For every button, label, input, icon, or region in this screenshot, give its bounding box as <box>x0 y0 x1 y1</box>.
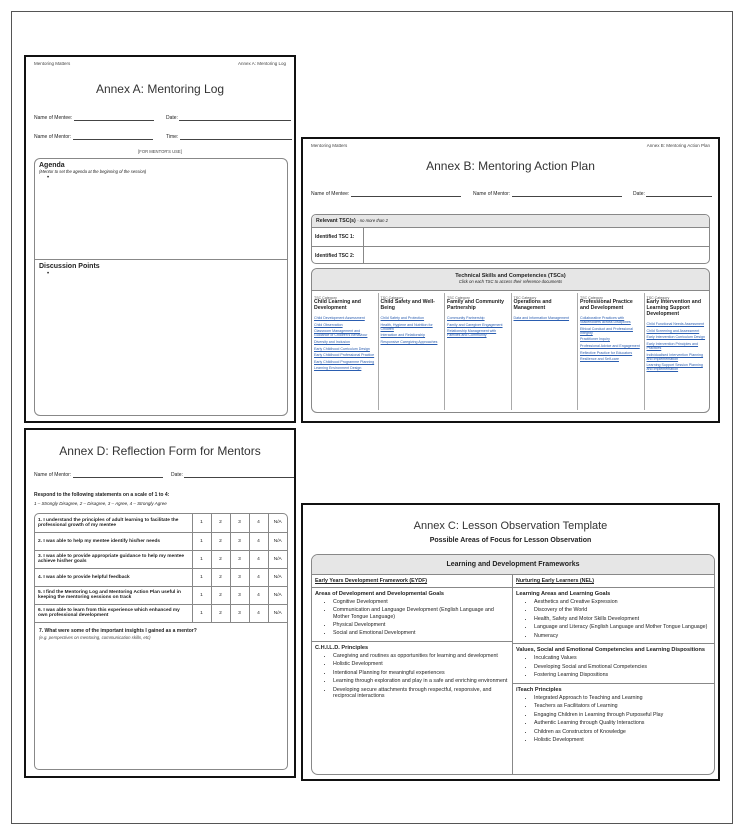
reflection-table <box>35 514 287 623</box>
tsc-link[interactable]: Early Intervention Curriculum Design <box>646 335 706 340</box>
rating-option[interactable]: 1 <box>192 604 211 622</box>
rating-option[interactable]: 1 <box>192 586 211 604</box>
tsc-link[interactable]: Data and Information Management <box>513 315 570 320</box>
list-item: • Intentional Planning for meaningful experiences <box>333 670 509 676</box>
header-left: Mentoring Matters <box>311 143 348 148</box>
tsc-link[interactable]: Individualised Intervention Planning and Implementation <box>646 352 704 361</box>
rating-option[interactable]: N/A <box>268 550 287 568</box>
rating-option[interactable]: 4 <box>249 550 268 568</box>
tsc-category-name: Early Intervention and Learning Support Development <box>646 299 701 317</box>
rating-option[interactable]: 3 <box>230 532 249 550</box>
date-field[interactable] <box>166 115 291 121</box>
tsc-category-name: Child Safety and Well-Being <box>380 299 435 311</box>
rating-option[interactable]: 3 <box>230 586 249 604</box>
mentee-field[interactable] <box>34 115 154 121</box>
statement-row <box>35 568 287 586</box>
mentor-label: Name of Mentor: <box>34 472 72 478</box>
list-item: • Discovery of the World <box>534 607 711 613</box>
discussion-title: Discussion Points <box>39 263 100 270</box>
divider <box>35 259 287 260</box>
statement-row <box>35 586 287 604</box>
tsc-link[interactable]: Reflective Practice for Educators <box>580 350 633 355</box>
statement-text: 4. I was able to provide helpful feedback <box>35 568 192 586</box>
rating-option[interactable]: 4 <box>249 586 268 604</box>
date-field[interactable] <box>171 472 294 478</box>
tsc-category-name: Operations and Management <box>513 299 552 311</box>
reflection-table-box <box>34 513 288 770</box>
tsc-category-name: Family and Community Partnership <box>447 299 505 311</box>
list-item: • Integrated Approach to Teaching and Learning <box>534 695 711 701</box>
tsc-category-label: TSC Category <box>314 296 337 300</box>
list-item: • Holistic Development <box>534 737 711 743</box>
list-item: • Engaging Children in Learning through Purposeful Play <box>534 712 711 718</box>
relevant-tsc-header <box>312 215 709 228</box>
list-item: • Fostering Learning Dispositions <box>534 672 711 678</box>
rating-option[interactable]: 4 <box>249 568 268 586</box>
tsc-category-column <box>379 293 446 410</box>
tsc-category-label: TSC Category <box>580 296 603 300</box>
statement-text: 6. I was able to learn from this experience which enhanced my own professional development <box>35 604 192 622</box>
tsc-category-column <box>578 293 645 410</box>
list-item: • Aesthetics and Creative Expression <box>534 599 711 605</box>
tsc-header <box>312 269 709 291</box>
eydf-column <box>312 588 513 775</box>
statement-text: 1. I understand the principles of adult learning to facilitate the professional growth of my mentee <box>35 514 192 532</box>
tsc-link[interactable]: Child Development Assessment <box>314 315 365 320</box>
tsc-link[interactable]: Practitioner Inquiry <box>580 337 610 342</box>
nel-column <box>513 588 714 775</box>
rating-option[interactable]: 1 <box>192 532 211 550</box>
eydf-label: Early Years Development Framework (EYDF) <box>312 575 513 587</box>
list-item: • Children as Constructors of Knowledge <box>534 729 711 735</box>
scale-legend: 1 – Strongly Disagree, 2 – Disagree, 3 – Agree, 4 – Strongly Agree <box>34 501 167 506</box>
tsc-category-label: TSC Category <box>380 296 404 300</box>
relevant-tsc-label: Relevant TSC(s) <box>316 218 356 224</box>
list-item: • Caregiving and routines as opportunities for learning and development <box>333 653 509 659</box>
annex-d-panel <box>24 428 296 778</box>
tsc-link[interactable]: Classroom Management and Guidance of Children's Behaviour <box>314 329 368 338</box>
rating-option[interactable]: N/A <box>268 586 287 604</box>
mentors-use-note: [FOR MENTOR'S USE] <box>138 149 182 154</box>
list-item: • Health, Safety and Motor Skills Development <box>534 616 711 622</box>
identified-tsc-2-row[interactable] <box>312 247 709 264</box>
tsc-category-column <box>312 293 379 410</box>
section-heading: iTeach Principles <box>516 686 562 693</box>
tsc-category-column <box>645 293 712 410</box>
annex-a-panel <box>24 55 296 423</box>
insights-note: (e.g. perspectives on mentoring, communication skills, etc) <box>39 634 151 640</box>
statement-row <box>35 604 287 622</box>
rating-option[interactable]: 4 <box>249 514 268 532</box>
section-list <box>516 655 711 678</box>
rating-option[interactable]: N/A <box>268 532 287 550</box>
list-item: • Inculcating Values <box>534 655 711 661</box>
rating-option[interactable]: N/A <box>268 568 287 586</box>
rating-option[interactable]: N/A <box>268 514 287 532</box>
framework-section <box>312 641 512 703</box>
tsc-link[interactable]: Diversity and Inclusion <box>314 339 350 344</box>
rating-option[interactable]: 4 <box>249 532 268 550</box>
tsc-link[interactable]: Professional Advice and Engagement <box>580 344 640 349</box>
date-label: Date: <box>166 115 178 121</box>
section-heading: Values, Social and Emotional Competencies and Learning Dispositions <box>516 647 705 654</box>
rating-option[interactable]: 4 <box>249 604 268 622</box>
mentee-field[interactable] <box>311 191 461 197</box>
section-heading: Areas of Development and Developmental Goals <box>315 591 445 597</box>
statement-row <box>35 514 287 532</box>
mentee-label: Name of Mentee: <box>311 191 350 197</box>
section-list <box>516 599 711 639</box>
tsc-link[interactable]: Early Childhood Programme Planning <box>314 359 375 364</box>
statement-text: 5. I find the Mentoring Log and Mentoring Action Plan useful in keeping the mentoring sessions on track <box>35 586 192 604</box>
time-field[interactable] <box>166 134 292 140</box>
list-item: • Developing secure attachments through respectful, responsive, and reciprocal interactions <box>333 687 509 699</box>
tsc-link[interactable]: Child Safety and Protection <box>380 315 425 320</box>
tsc-link[interactable]: Early Childhood Curriculum Design <box>314 346 370 351</box>
tsc-link[interactable]: Learning Support Session Planning and Implementation <box>646 363 703 372</box>
rating-option[interactable]: 3 <box>230 550 249 568</box>
section-heading: Learning Areas and Learning Goals <box>516 591 611 597</box>
mentor-label: Name of Mentor: <box>34 134 72 140</box>
rating-option[interactable]: 2 <box>211 550 230 568</box>
tsc-link[interactable]: Child Functional Needs Assessment <box>646 321 705 326</box>
list-item: • Physical Development <box>333 622 509 628</box>
header-left: Mentoring Matters <box>34 61 71 66</box>
tsc-category-column <box>445 293 512 410</box>
tsc-link[interactable]: Family and Caregiver Engagement <box>447 322 503 327</box>
agenda-box[interactable] <box>34 158 288 416</box>
insights-question: 7. What were some of the important insights I gained as a mentor? <box>39 627 197 634</box>
framework-section <box>513 588 714 643</box>
frameworks-columns-header <box>312 575 714 588</box>
header-right: Annex B: Mentoring Action Plan <box>646 143 710 148</box>
rating-option[interactable]: 3 <box>230 604 249 622</box>
tsc-link[interactable]: Ethical Conduct and Professional Integrity <box>580 326 633 335</box>
list-item: • Cognitive Development <box>333 599 509 605</box>
agenda-note: (Mentor to set the agenda at the beginning of the session) <box>39 169 147 174</box>
relevant-tsc-box <box>311 214 710 264</box>
annex-b-panel <box>301 137 720 423</box>
rating-option[interactable]: 2 <box>211 586 230 604</box>
section-list <box>516 695 711 743</box>
list-item: • Language and Literacy (English Language and Mother Tongue Language) <box>534 624 711 630</box>
header-right: Annex A: Mentoring Log <box>237 61 286 66</box>
statement-row <box>35 532 287 550</box>
page-title: Annex A: Mentoring Log <box>95 82 225 96</box>
frameworks-title: Learning and Development Frameworks <box>312 555 714 575</box>
framework-section <box>513 683 714 748</box>
annex-c-panel <box>301 503 720 781</box>
date-field[interactable] <box>633 191 712 197</box>
identified-tsc-1-label: Identified TSC 1: <box>312 228 364 246</box>
tsc-link[interactable]: Child Screening and Assessment <box>646 328 700 333</box>
page-title: Annex D: Reflection Form for Mentors <box>59 444 261 458</box>
tsc-link[interactable]: Relationship Management with Families and Community <box>447 329 497 338</box>
frameworks-box <box>311 554 715 775</box>
identified-tsc-2-label: Identified TSC 2: <box>312 247 364 264</box>
rating-option[interactable]: 3 <box>230 568 249 586</box>
tsc-link[interactable]: Collaborative Practices with Stakeholders across Disciplines <box>580 315 631 325</box>
tsc-link[interactable]: Responsive Caregiving Approaches <box>380 339 438 344</box>
identified-tsc-1-row[interactable] <box>312 228 709 247</box>
mentor-label: Name of Mentor: <box>473 191 511 197</box>
tsc-box <box>311 268 710 413</box>
rating-option[interactable]: N/A <box>268 604 287 622</box>
tsc-link[interactable]: Interaction and Relationship <box>380 333 426 338</box>
list-item: • Teachers as Facilitators of Learning <box>534 703 711 709</box>
section-heading: C.H.I.L.D. Principles <box>315 644 369 651</box>
list-item: • Learning through exploration and play in a safe and enriching environment <box>333 678 509 684</box>
mentor-field[interactable] <box>34 134 153 140</box>
tsc-subtitle: Click on each TSC to access their reference documents <box>458 279 563 284</box>
agenda-title: Agenda <box>39 162 65 169</box>
tsc-link[interactable]: Community Partnership <box>447 315 485 320</box>
page-title: Annex B: Mentoring Action Plan <box>426 159 595 173</box>
rating-option[interactable]: 2 <box>211 532 230 550</box>
page-subtitle: Possible Areas of Focus for Lesson Observation <box>429 537 592 544</box>
rating-option[interactable]: 3 <box>230 514 249 532</box>
tsc-link[interactable]: Resilience and Self-care <box>580 357 619 362</box>
list-item: • Authentic Learning through Quality Interactions <box>534 720 711 726</box>
tsc-category-label: TSC Category <box>513 296 537 300</box>
section-list <box>315 653 509 699</box>
tsc-link[interactable]: Health, Hygiene and Nutrition for Children <box>380 322 433 331</box>
tsc-category-name: Professional Practice and Development <box>580 299 633 311</box>
list-item: • Developing Social and Emotional Competencies <box>534 664 711 670</box>
tsc-link[interactable]: Early Intervention Principles and Practices <box>646 341 699 350</box>
agenda-bullet: • <box>47 175 50 181</box>
nel-label: Nurturing Early Learners (NEL) <box>516 578 594 584</box>
tsc-link[interactable]: Child Observation <box>314 322 343 327</box>
mentor-field[interactable] <box>34 472 163 478</box>
framework-section <box>513 643 714 682</box>
statement-text: 2. I was able to help my mentee identify his/her needs <box>35 532 192 550</box>
date-label: Date: <box>171 472 183 478</box>
rating-option[interactable]: 2 <box>211 514 230 532</box>
mentor-field[interactable] <box>473 191 622 197</box>
tsc-title: Technical Skills and Competencies (TSCs) <box>455 273 566 279</box>
relevant-tsc-note: - no more than 2 <box>357 218 388 223</box>
rating-option[interactable]: 2 <box>211 604 230 622</box>
framework-section <box>312 588 512 641</box>
statement-row <box>35 550 287 568</box>
mentee-label: Name of Mentee: <box>34 115 73 121</box>
discussion-bullet: • <box>47 271 50 277</box>
list-item: • Holistic Development <box>333 661 509 667</box>
section-list <box>315 599 509 637</box>
statement-text: 3. I was able to provide appropriate guidance to help my mentee achieve his/her goals <box>35 550 192 568</box>
page-title: Annex C: Lesson Observation Template <box>413 520 608 532</box>
rating-option[interactable]: 1 <box>192 550 211 568</box>
date-label: Date: <box>633 191 645 197</box>
list-item: • Social and Emotional Development <box>333 630 509 636</box>
tsc-category-label: TSC Category <box>447 296 470 300</box>
list-item: • Numeracy <box>534 633 711 639</box>
tsc-category-label: TSC Category <box>646 296 670 300</box>
rating-option[interactable]: 1 <box>192 514 211 532</box>
scale-instruction: Respond to the following statements on a scale of 1 to 4: <box>34 492 170 498</box>
rating-option[interactable]: 1 <box>192 568 211 586</box>
list-item: • Communication and Language Development (English Language and Mother Tongue Language) <box>333 607 509 619</box>
rating-option[interactable]: 2 <box>211 568 230 586</box>
time-label: Time: <box>166 134 179 140</box>
tsc-link[interactable]: Early Childhood Professional Practice <box>314 353 375 358</box>
tsc-category-column <box>512 293 579 410</box>
tsc-link[interactable]: Learning Environment Design <box>314 366 362 371</box>
tsc-category-name: Child Learning and Development <box>314 299 361 311</box>
